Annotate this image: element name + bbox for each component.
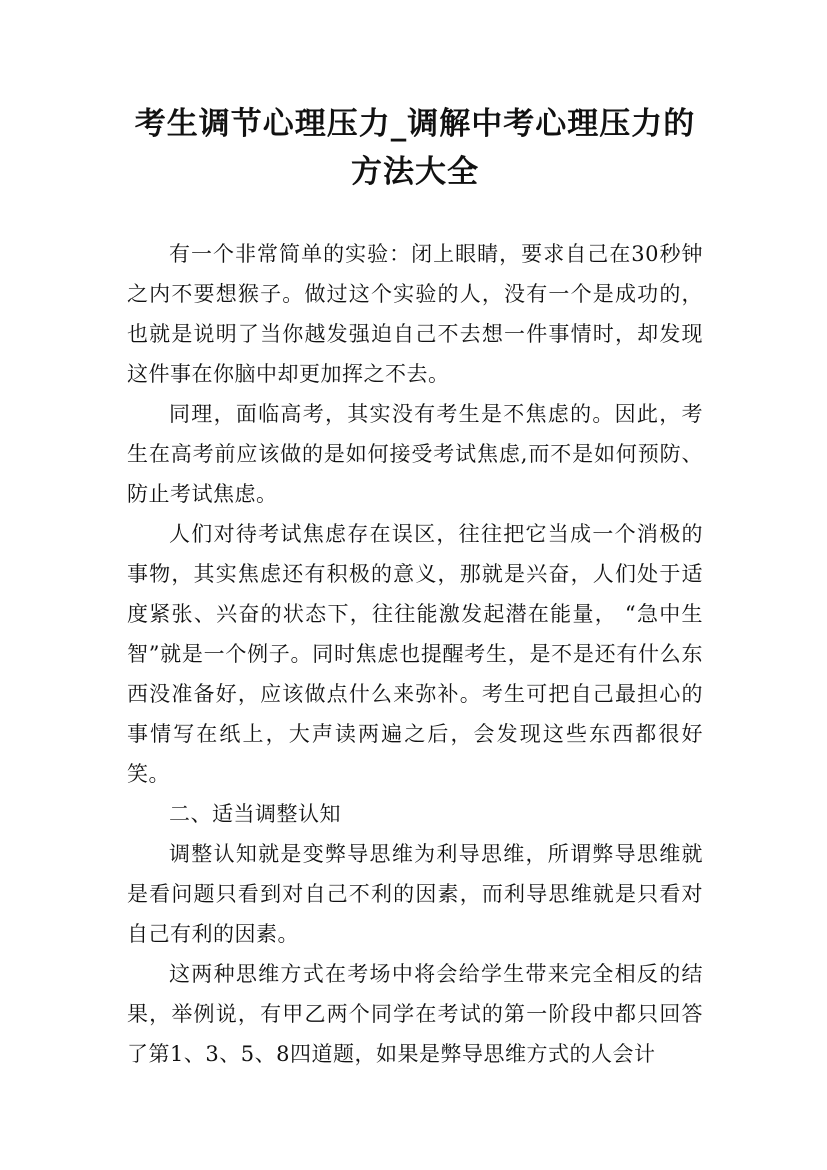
paragraph-anxiety-acceptance: 同理，面临高考，其实没有考生是不焦虑的。因此，考生在高考前应该做的是如何接受考试焦虑,而不是如何预防、防止考试焦虑。	[127, 402, 703, 506]
paragraph-thinking-example: 这两种思维方式在考场中将会给学生带来完全相反的结果，举例说，有甲乙两个同学在考试的第一阶段中都只回答了第1、3、5、8四道题，如果是弊导思维方式的人会计	[127, 962, 703, 1066]
section-heading-adjust-cognition: 二、适当调整认知	[169, 802, 341, 826]
document-body	[127, 234, 703, 1074]
document-title: 考生调节心理压力_调解中考心理压力的方法大全	[134, 106, 696, 190]
paragraph-experiment: 有一个非常简单的实验：闭上眼睛，要求自己在30秒钟之内不要想猴子。做过这个实验的人，没有一个是成功的，也就是说明了当你越发强迫自己不去想一件事情时，却发现这件事在你脑中却更加挥之不去。	[127, 242, 703, 386]
paragraph-anxiety-misconception: 人们对待考试焦虑存在误区，往往把它当成一个消极的事物，其实焦虑还有积极的意义，那就是兴奋，人们处于适度紧张、兴奋的状态下，往往能激发起潜在能量， “急中生智”就是一个例子。同时焦虑也提醒考生，是不是还有什么东西没准备好，应该做点什么来弥补。考生可把自己最担心的事情写在纸上，大声读两遍之后，会发现这些东西都很好笑。	[127, 522, 703, 786]
paragraph-cognition-definition: 调整认知就是变弊导思维为利导思维，所谓弊导思维就是看问题只看到对自己不利的因素，而利导思维就是只看对自己有利的因素。	[127, 842, 703, 946]
